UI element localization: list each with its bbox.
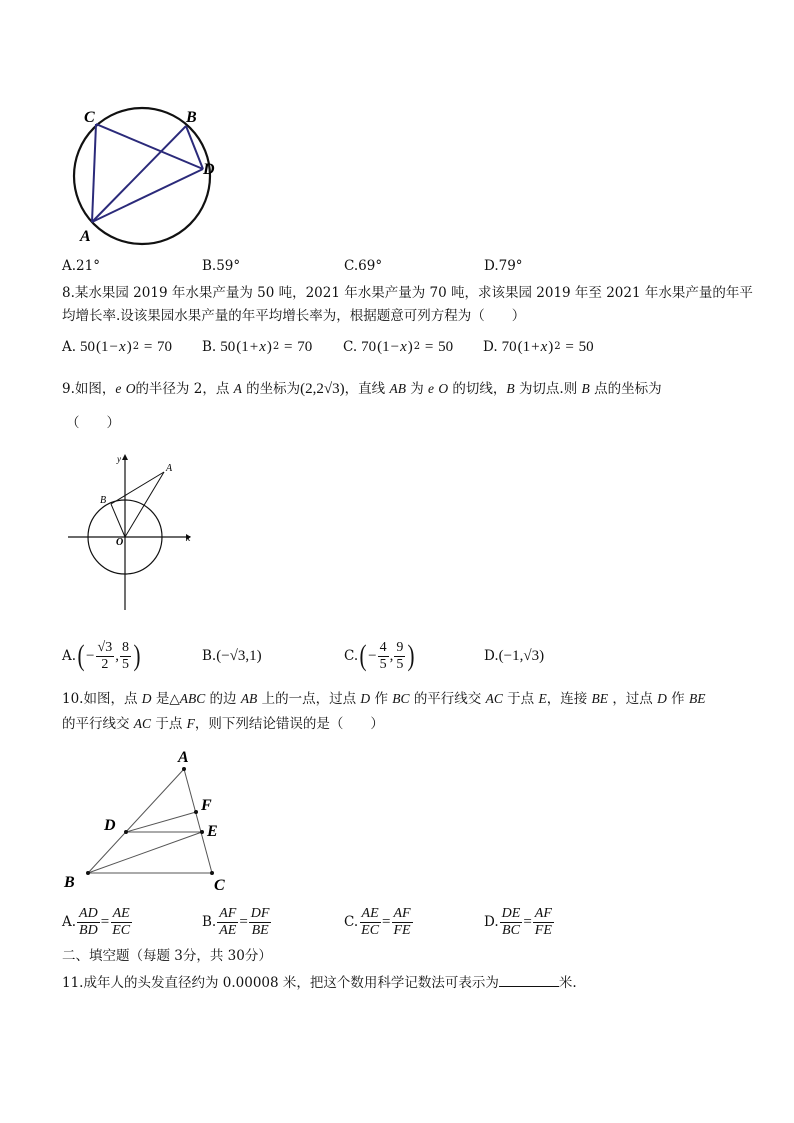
- circle-symbol: e: [115, 381, 122, 396]
- q9-coord: 2,2√3: [305, 381, 340, 397]
- section-heading: 二、填空题（每题 3分，共 30分）: [62, 948, 272, 964]
- label-d: D: [203, 161, 215, 178]
- q7-option-c: C.69°: [344, 258, 383, 274]
- q9-option-d: D. ( −1,√3 ): [484, 648, 545, 664]
- label-c: C: [214, 877, 225, 894]
- tangent-ab: [111, 472, 164, 504]
- q10-option-b: B. $\frac{AF}{AE}$ = $\frac{DF}{BE}$: [202, 905, 270, 938]
- label-b: B: [100, 495, 107, 506]
- q10-option-d: D. $\frac{DE}{BC}$ = $\frac{AF}{FE}$: [484, 905, 552, 938]
- answer-blank[interactable]: [499, 973, 559, 987]
- q8-option-c: C. 70 (1 − x ) 2 = 50: [343, 339, 454, 355]
- segment-ob: [111, 504, 125, 537]
- q9-option-c: C. ( − $\frac{4}{5}$ , $\frac{9}{5}$ ): [344, 639, 415, 672]
- q8-line2: 均增长率.设该果园水果产量的年平均增长率为，根据题意可列方程为（ ）: [62, 308, 526, 324]
- side-ab: [88, 769, 184, 873]
- q10-line1: 10.如图，点 D 是△ABC 的边 AB 上的一点，过点 D 作 BC 的平行线交 AC 于点 E，连接 BE ，过点 D 作 BE: [62, 691, 706, 707]
- chord-ca: [92, 124, 96, 222]
- q9-line2: （ ）: [66, 415, 120, 431]
- label-b: B: [186, 109, 197, 126]
- q8-options: [62, 338, 762, 362]
- y-axis-arrow: [122, 454, 128, 460]
- segment-be: [88, 832, 202, 873]
- q8-option-b: B. 50 (1 + x ) 2 = 70: [202, 339, 313, 355]
- q10-option-c: C. $\frac{AE}{EC}$ = $\frac{AF}{FE}$: [344, 905, 411, 938]
- triangle-figure-q10: [60, 745, 240, 895]
- coordinate-figure-q9: [62, 450, 202, 615]
- chord-ad: [92, 169, 203, 222]
- q10-line2: 的平行线交 AC 于点 F，则下列结论错误的是（ ）: [62, 716, 384, 732]
- label-a: A: [178, 749, 189, 766]
- chord-ab: [92, 126, 186, 222]
- segment-oa: [125, 472, 164, 537]
- label-c: C: [84, 109, 95, 126]
- label-f: F: [201, 797, 212, 814]
- q7-option-a: A.21°: [62, 258, 100, 274]
- label-x: x: [186, 533, 191, 544]
- circle-figure-q7: [60, 100, 230, 250]
- q9-option-b: B. ( −√3,1 ): [202, 648, 262, 664]
- q10-option-a: A. $\frac{AD}{BD}$ = $\frac{AE}{EC}$: [62, 905, 131, 938]
- q8-option-a: A. 50 (1 − x ) 2 = 70: [62, 339, 173, 355]
- q11-line: 11.成年人的头发直径约为 0.00008 米，把这个数用科学记数法可表示为 米.: [62, 975, 577, 991]
- q7-option-d: D.79°: [484, 258, 523, 274]
- label-o: O: [116, 537, 124, 548]
- label-e: E: [207, 823, 218, 840]
- label-d: D: [104, 817, 116, 834]
- label-a: A: [80, 228, 91, 245]
- q9-option-a: A. ( − $\frac{√3}{2}$ , $\frac{8}{5}$ ): [62, 639, 141, 672]
- label-b: B: [64, 874, 75, 891]
- q8-line1: 8.某水果园 2019 年水果产量为 50 吨，2021 年水果产量为 70 吨，求该果园 2019 年至 2021 年水果产量的年平: [62, 285, 753, 301]
- label-y: y: [117, 454, 121, 464]
- side-ac: [184, 769, 212, 873]
- label-a: A: [166, 463, 173, 474]
- q7-option-b: B.59°: [202, 258, 241, 274]
- q8-option-d: D. 70 (1 + x ) 2 = 50: [483, 339, 594, 355]
- segment-df: [126, 812, 196, 832]
- q9-line1: 9.如图，e O的半径为 2，点 A 的坐标为(2,2√3)，直线 AB 为 e O 的切线，B 为切点.则 B 点的坐标为: [62, 381, 662, 397]
